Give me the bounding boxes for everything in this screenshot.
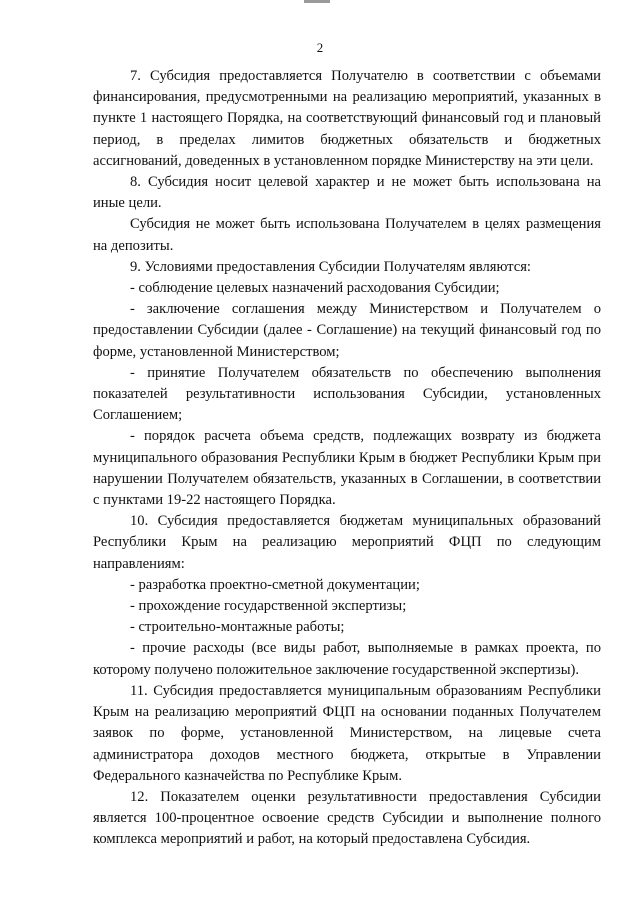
paragraph-10-item-2: - прохождение государственной экспертизы; — [130, 598, 407, 615]
paragraph-10: 10. Субсидия предоставляется бюджетам муниципальных образований Республики Крым на реализацию мероприятий ФЦП по следующим направлениям: — [93, 513, 601, 572]
paragraph-10-item-4: - прочие расходы (все виды работ, выполняемые в рамках проекта, по которому получено положительное заключение государственной экспертизы). — [93, 640, 601, 678]
paragraph-12: 12. Показателем оценки результативности предоставления Субсидии является 100-процентное освоение средств Субсидии и выполнение полного комплекса мероприятий и работ, на который предоставлена Субсидия. — [93, 788, 601, 848]
paragraph-8-note: Субсидия не может быть использована Получателем в целях размещения на депозиты. — [93, 216, 601, 254]
paragraph-10-item-3: - строительно-монтажные работы; — [130, 619, 345, 636]
paragraph-9-item-3: - принятие Получателем обязательств по обеспечению выполнения показателей результативности использования Субсидии, установленных Соглашением; — [93, 364, 601, 424]
page-number: 2 — [316, 40, 324, 55]
scan-edge-mark — [304, 0, 330, 3]
paragraph-9-item-2: - заключение соглашения между Министерством и Получателем о предоставлении Субсидии (далее - Соглашение) на текущий финансовый год по форме, установленной Министерством; — [93, 301, 601, 360]
paragraph-10-item-1: - разработка проектно-сметной документации; — [130, 576, 420, 593]
paragraph-9: 9. Условиями предоставления Субсидии Получателям являются: — [130, 258, 531, 275]
paragraph-8: 8. Субсидия носит целевой характер и не может быть использована на иные цели. — [93, 174, 601, 212]
paragraph-11: 11. Субсидия предоставляется муниципальным образованиям Республики Крым на реализацию мероприятий ФЦП на основании поданных Получателем заявок по форме, установленной Министерством, на лицевые счета администратора доходов местного бюджета, открытые в Управлении Федерального казначейства по Республике Крым. — [93, 682, 601, 784]
paragraph-9-item-4: - порядок расчета объема средств, подлежащих возврату из бюджета муниципального образования Республики Крым в бюджет Республики Крым при нарушении Получателем обязательств, указанных в Соглашении, в соответствии с пунктами 19-22 настоящего Порядка. — [93, 428, 601, 509]
document-body — [93, 66, 601, 851]
paragraph-9-item-1: - соблюдение целевых назначений расходования Субсидии; — [130, 280, 500, 297]
paragraph-7: 7. Субсидия предоставляется Получателю в соответствии с объемами финансирования, предусмотренными на реализацию мероприятий, указанных в пункте 1 настоящего Порядка, на соответствующий финансовый год и плановый период, в пределах лимитов бюджетных обязательств и бюджетных ассигнований, доведенных в установленном порядке Министерству на эти цели. — [93, 68, 601, 169]
